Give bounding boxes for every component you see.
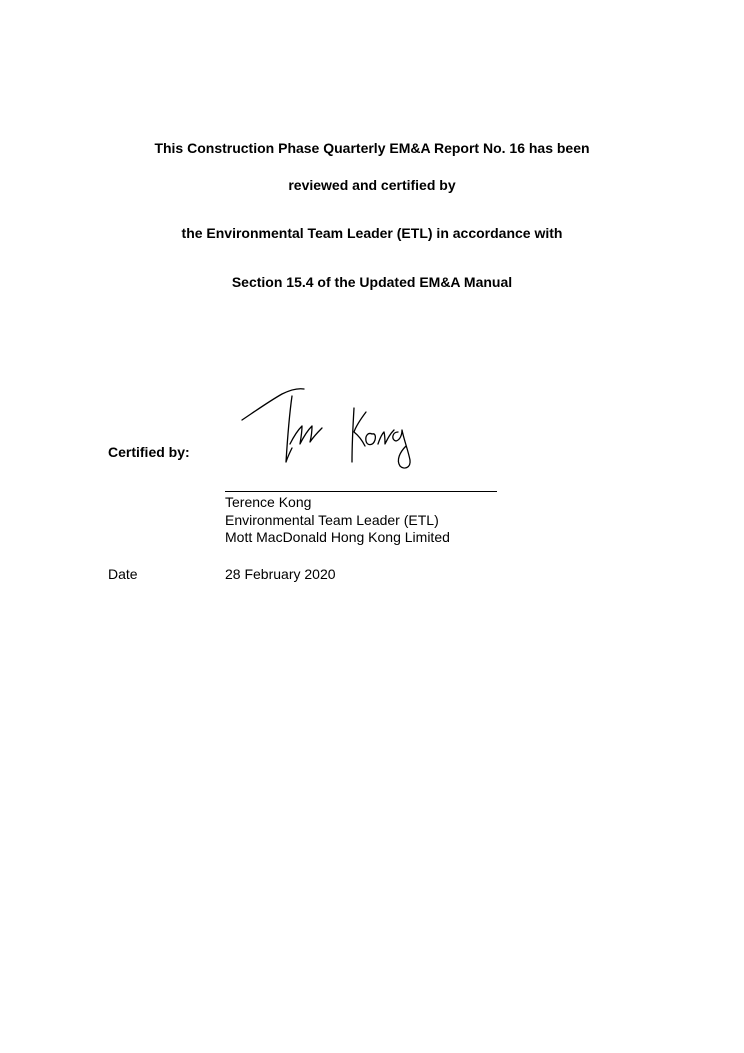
signature-image xyxy=(238,380,428,475)
signature-stroke xyxy=(354,412,366,446)
signature-line xyxy=(225,491,497,492)
statement-line-3: the Environmental Team Leader (ETL) in accordance with xyxy=(181,225,563,241)
certified-by-label: Certified by: xyxy=(108,444,190,460)
signature-stroke xyxy=(393,430,410,468)
signature-stroke xyxy=(286,396,292,462)
signer-details xyxy=(225,494,450,547)
signer-title: Environmental Team Leader (ETL) xyxy=(225,511,439,528)
signature-stroke xyxy=(242,389,304,420)
signer-company: Mott MacDonald Hong Kong Limited xyxy=(225,529,450,545)
date-label: Date xyxy=(108,566,138,582)
date-value: 28 February 2020 xyxy=(225,566,336,582)
signature-stroke xyxy=(352,408,354,462)
statement-line-4: Section 15.4 of the Updated EM&A Manual xyxy=(231,274,513,290)
handwritten-signature xyxy=(238,380,428,475)
signature-stroke xyxy=(290,426,322,444)
statement-line-1: This Construction Phase Quarterly EM&A Report No. 16 has been xyxy=(154,140,590,156)
signer-name: Terence Kong xyxy=(225,494,312,510)
signature-stroke xyxy=(378,430,394,444)
signature-stroke xyxy=(366,433,376,444)
statement-line-2: reviewed and certified by xyxy=(288,177,456,193)
